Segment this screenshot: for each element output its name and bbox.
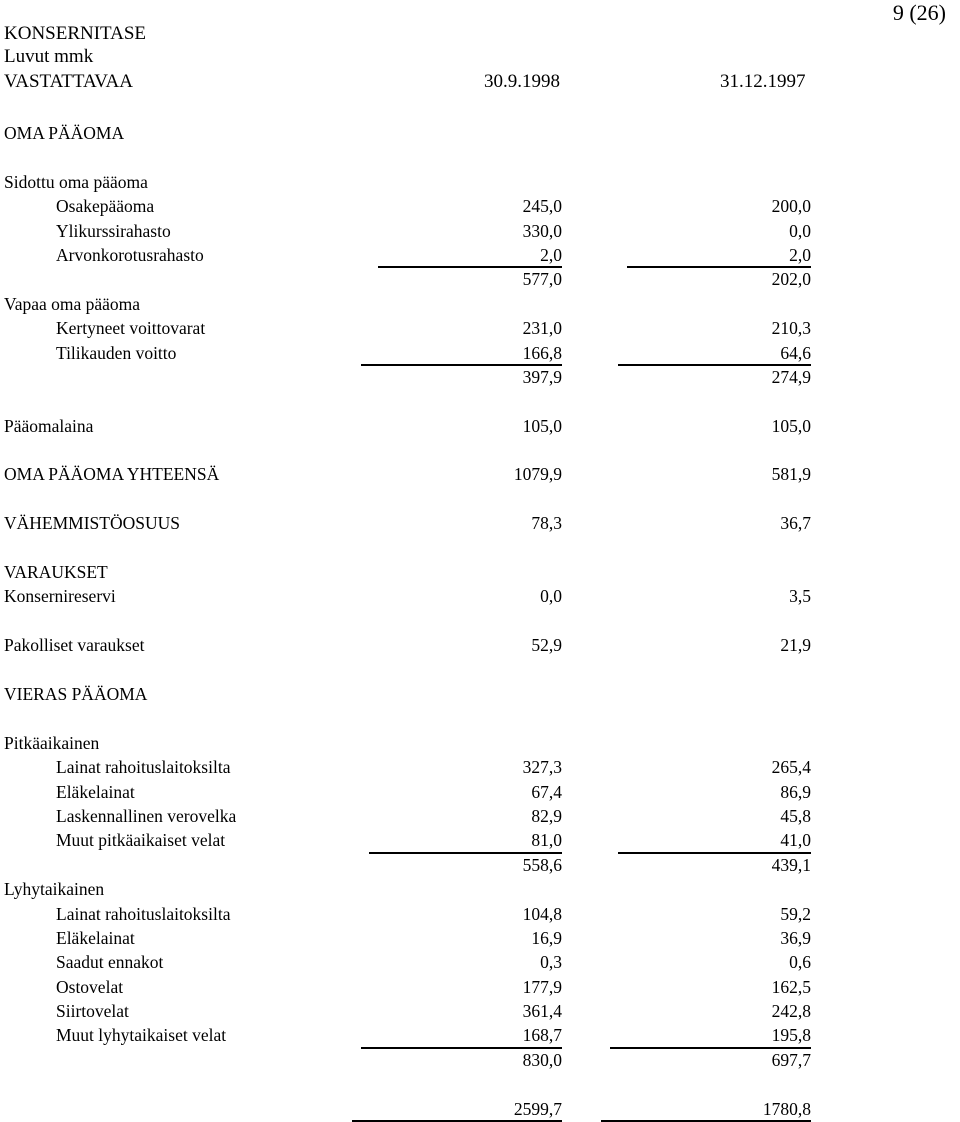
value-1998: 168,7 bbox=[523, 1023, 562, 1047]
value-1997: 3,5 bbox=[789, 586, 811, 607]
value-1997: 439,1 bbox=[771, 854, 811, 875]
balance-sheet-table bbox=[0, 121, 960, 1121]
row-label: Lainat rahoituslaitoksilta bbox=[56, 757, 231, 778]
value-1998: 177,9 bbox=[522, 976, 562, 997]
row-label: Siirtovelat bbox=[56, 1001, 129, 1022]
value-1998: 327,3 bbox=[522, 757, 562, 778]
row-label: Muut lyhytaikaiset velat bbox=[56, 1025, 227, 1046]
table-row bbox=[0, 292, 960, 316]
report-title: KONSERNITASE bbox=[4, 23, 147, 44]
row-label: Osakepääoma bbox=[56, 196, 155, 217]
value-1997: 265,4 bbox=[771, 757, 811, 778]
table-row bbox=[0, 975, 960, 999]
row-label: Ylikurssirahasto bbox=[56, 220, 171, 241]
row-label: Pitkäaikainen bbox=[4, 732, 100, 753]
value-1997: 0,6 bbox=[789, 952, 811, 973]
value-1998: 104,8 bbox=[522, 903, 562, 924]
value-1998: 1079,9 bbox=[513, 464, 562, 485]
table-row bbox=[0, 243, 960, 267]
row-label: Tilikauden voitto bbox=[56, 342, 177, 363]
value-1997: 274,9 bbox=[771, 366, 811, 387]
page-number: 9 (26) bbox=[892, 0, 946, 25]
value-1998: 2599,7 bbox=[514, 1097, 562, 1121]
value-1997: 195,8 bbox=[772, 1023, 811, 1047]
value-1998: 830,0 bbox=[522, 1049, 562, 1070]
value-1997: 210,3 bbox=[771, 318, 811, 339]
table-row bbox=[0, 950, 960, 974]
row-label: Sidottu oma pääoma bbox=[4, 171, 148, 192]
row-label: Kertyneet voittovarat bbox=[56, 318, 206, 339]
table-row bbox=[0, 316, 960, 340]
value-1997: 2,0 bbox=[789, 243, 811, 267]
value-1998: 397,9 bbox=[522, 366, 562, 387]
table-row bbox=[0, 682, 960, 706]
value-1997: 242,8 bbox=[771, 1001, 811, 1022]
value-1997: 86,9 bbox=[780, 781, 811, 802]
section-heading: VASTATTAVAA bbox=[4, 71, 133, 92]
value-1997: 1780,8 bbox=[763, 1097, 811, 1121]
row-label: Eläkelainat bbox=[56, 781, 135, 802]
row-label: Pääomalaina bbox=[4, 415, 94, 436]
table-row bbox=[0, 1072, 960, 1096]
value-1997: 0,0 bbox=[789, 220, 811, 241]
table-row bbox=[0, 1048, 960, 1072]
table-row bbox=[0, 633, 960, 657]
value-1997: 59,2 bbox=[780, 903, 811, 924]
row-label: VÄHEMMISTÖOSUUS bbox=[4, 513, 180, 534]
value-1997: 41,0 bbox=[780, 828, 811, 852]
row-label: OMA PÄÄOMA YHTEENSÄ bbox=[4, 464, 220, 485]
row-label: Lyhytaikainen bbox=[4, 879, 105, 900]
table-row bbox=[0, 462, 960, 486]
table-row bbox=[0, 414, 960, 438]
table-row bbox=[0, 926, 960, 950]
row-label: Ostovelat bbox=[56, 976, 124, 997]
value-1997: 581,9 bbox=[771, 464, 811, 485]
value-1998: 361,4 bbox=[522, 1001, 562, 1022]
row-label: Laskennallinen verovelka bbox=[56, 805, 237, 826]
value-1998: 16,9 bbox=[531, 927, 562, 948]
value-1998: 0,0 bbox=[540, 586, 562, 607]
row-label: Konsernireservi bbox=[4, 586, 116, 607]
table-row bbox=[0, 438, 960, 462]
table-row bbox=[0, 560, 960, 584]
table-row bbox=[0, 487, 960, 511]
value-1997: 64,6 bbox=[780, 341, 811, 365]
table-row bbox=[0, 365, 960, 389]
table-row bbox=[0, 584, 960, 608]
table-row bbox=[0, 194, 960, 218]
value-1997: 21,9 bbox=[780, 635, 811, 656]
table-row bbox=[0, 170, 960, 194]
value-1998: 78,3 bbox=[531, 513, 562, 534]
value-1997: 162,5 bbox=[771, 976, 811, 997]
table-row bbox=[0, 121, 960, 145]
table-row bbox=[0, 706, 960, 730]
value-1997: 202,0 bbox=[771, 269, 811, 290]
row-label: Arvonkorotusrahasto bbox=[56, 244, 204, 265]
table-row bbox=[0, 828, 960, 852]
units-label: Luvut mmk bbox=[4, 46, 94, 67]
table-row bbox=[0, 219, 960, 243]
value-1998: 558,6 bbox=[522, 854, 562, 875]
table-row bbox=[0, 731, 960, 755]
value-1998: 0,3 bbox=[540, 952, 562, 973]
column-header-1997: 31.12.1997 bbox=[720, 71, 806, 92]
row-label: Pakolliset varaukset bbox=[4, 635, 145, 656]
column-header-1998: 30.9.1998 bbox=[484, 71, 560, 92]
row-label: OMA PÄÄOMA bbox=[4, 123, 125, 143]
table-row bbox=[0, 1023, 960, 1047]
row-label: Lainat rahoituslaitoksilta bbox=[56, 903, 231, 924]
table-row bbox=[0, 609, 960, 633]
table-row bbox=[0, 780, 960, 804]
table-row bbox=[0, 511, 960, 535]
value-1998: 577,0 bbox=[522, 269, 562, 290]
value-1998: 105,0 bbox=[522, 415, 562, 436]
value-1998: 52,9 bbox=[531, 635, 562, 656]
value-1998: 2,0 bbox=[540, 243, 562, 267]
table-row bbox=[0, 389, 960, 413]
table-row bbox=[0, 999, 960, 1023]
value-1997: 36,7 bbox=[780, 513, 811, 534]
value-1998: 81,0 bbox=[531, 828, 562, 852]
table-row bbox=[0, 755, 960, 779]
row-label: Vapaa oma pääoma bbox=[4, 293, 141, 314]
value-1998: 245,0 bbox=[522, 196, 562, 217]
table-row bbox=[0, 853, 960, 877]
table-row bbox=[0, 341, 960, 365]
table-row bbox=[0, 877, 960, 901]
row-label: Muut pitkäaikaiset velat bbox=[56, 830, 226, 851]
row-label: VARAUKSET bbox=[4, 562, 108, 583]
row-label: Eläkelainat bbox=[56, 927, 135, 948]
table-row bbox=[0, 536, 960, 560]
value-1998: 330,0 bbox=[522, 220, 562, 241]
table-row bbox=[0, 1097, 960, 1121]
value-1998: 67,4 bbox=[531, 781, 562, 802]
value-1997: 45,8 bbox=[780, 805, 811, 826]
row-label: Saadut ennakot bbox=[56, 952, 164, 973]
value-1997: 36,9 bbox=[780, 927, 811, 948]
value-1997: 697,7 bbox=[771, 1049, 811, 1070]
table-row bbox=[0, 658, 960, 682]
value-1997: 200,0 bbox=[771, 196, 811, 217]
table-row bbox=[0, 804, 960, 828]
table-row bbox=[0, 145, 960, 169]
value-1998: 82,9 bbox=[531, 805, 562, 826]
value-1997: 105,0 bbox=[771, 415, 811, 436]
value-1998: 166,8 bbox=[523, 341, 562, 365]
table-row bbox=[0, 902, 960, 926]
table-row bbox=[0, 267, 960, 291]
row-label: VIERAS PÄÄOMA bbox=[4, 683, 148, 704]
value-1998: 231,0 bbox=[522, 318, 562, 339]
